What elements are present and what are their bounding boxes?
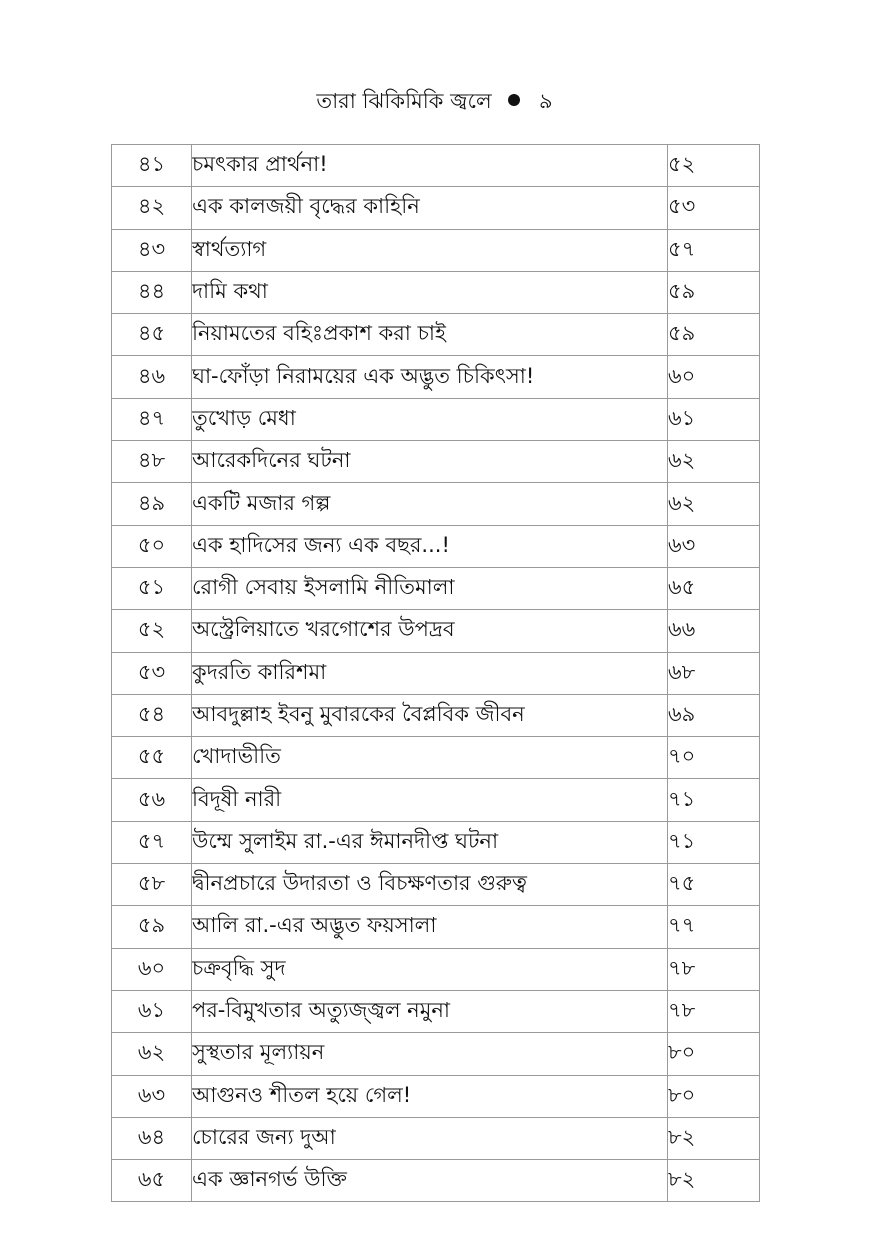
table-row (112, 145, 760, 187)
chapter-page: ৭৮ (668, 990, 760, 1032)
chapter-title: ঘা-ফোঁড়া নিরাময়ের এক অদ্ভুত চিকিৎসা! (192, 356, 668, 398)
chapter-number: ৪৮ (112, 441, 192, 483)
chapter-number: ৪৭ (112, 398, 192, 440)
chapter-page: ৬৮ (668, 652, 760, 694)
chapter-page: ৬৩ (668, 525, 760, 567)
chapter-number: ৬৪ (112, 1117, 192, 1159)
table-row (112, 314, 760, 356)
chapter-page: ৫৯ (668, 271, 760, 313)
chapter-title: কুদরতি কারিশমা (192, 652, 668, 694)
chapter-page: ৫২ (668, 145, 760, 187)
chapter-title: আবদুল্লাহ ইবনু মুবারকের বৈপ্লবিক জীবন (192, 694, 668, 736)
chapter-number: ৬১ (112, 990, 192, 1032)
chapter-number: ৫৯ (112, 906, 192, 948)
chapter-number: ৫১ (112, 567, 192, 609)
chapter-page: ৭১ (668, 779, 760, 821)
chapter-title: আলি রা.-এর অদ্ভুত ফয়সালা (192, 906, 668, 948)
table-row (112, 821, 760, 863)
table-row (112, 356, 760, 398)
chapter-page: ৬৯ (668, 694, 760, 736)
chapter-number: ৪৯ (112, 483, 192, 525)
chapter-page: ৮২ (668, 1117, 760, 1159)
chapter-page: ৬২ (668, 483, 760, 525)
chapter-page: ৭৫ (668, 864, 760, 906)
chapter-title: চোরের জন্য দুআ (192, 1117, 668, 1159)
table-row (112, 229, 760, 271)
chapter-number: ৪৬ (112, 356, 192, 398)
chapter-number: ৫০ (112, 525, 192, 567)
chapter-number: ৪৪ (112, 271, 192, 313)
chapter-title: আগুনও শীতল হয়ে গেল! (192, 1075, 668, 1117)
chapter-number: ৫৬ (112, 779, 192, 821)
chapter-number: ৫২ (112, 610, 192, 652)
chapter-number: ৬৩ (112, 1075, 192, 1117)
table-of-contents (111, 144, 760, 1202)
chapter-number: ৪১ (112, 145, 192, 187)
table-row (112, 483, 760, 525)
table-row (112, 864, 760, 906)
chapter-number: ৬০ (112, 948, 192, 990)
chapter-page: ৫৯ (668, 314, 760, 356)
table-row (112, 610, 760, 652)
chapter-title: আরেকদিনের ঘটনা (192, 441, 668, 483)
table-row (112, 1117, 760, 1159)
table-row (112, 779, 760, 821)
chapter-title: উম্মে সুলাইম রা.-এর ঈমানদীপ্ত ঘটনা (192, 821, 668, 863)
chapter-title: অস্ট্রেলিয়াতে খরগোশের উপদ্রব (192, 610, 668, 652)
chapter-title: একটি মজার গল্প (192, 483, 668, 525)
chapter-page: ৮০ (668, 1033, 760, 1075)
chapter-page: ৬২ (668, 441, 760, 483)
table-row (112, 271, 760, 313)
chapter-number: ৫৭ (112, 821, 192, 863)
table-row (112, 737, 760, 779)
table-row (112, 398, 760, 440)
chapter-title: নিয়ামতের বহিঃপ্রকাশ করা চাই (192, 314, 668, 356)
chapter-number: ৫৮ (112, 864, 192, 906)
table-row (112, 567, 760, 609)
chapter-title: চমৎকার প্রার্থনা! (192, 145, 668, 187)
table-row (112, 441, 760, 483)
chapter-page: ৭৭ (668, 906, 760, 948)
chapter-title: খোদাভীতি (192, 737, 668, 779)
chapter-number: ৫৩ (112, 652, 192, 694)
table-row (112, 525, 760, 567)
chapter-title: পর-বিমুখতার অত্যুজ্জ্বল নমুনা (192, 990, 668, 1032)
chapter-page: ৫৩ (668, 187, 760, 229)
table-row (112, 694, 760, 736)
chapter-number: ৪২ (112, 187, 192, 229)
chapter-title: তুখোড় মেধা (192, 398, 668, 440)
chapter-title: বিদূষী নারী (192, 779, 668, 821)
bullet-separator (508, 94, 520, 106)
chapter-number: ৬৫ (112, 1160, 192, 1202)
chapter-title: সুস্থতার মূল্যায়ন (192, 1033, 668, 1075)
page-header (0, 86, 869, 116)
chapter-title: এক জ্ঞানগর্ভ উক্তি (192, 1160, 668, 1202)
chapter-title: এক কালজয়ী বৃদ্ধের কাহিনি (192, 187, 668, 229)
table-row (112, 948, 760, 990)
table-row (112, 187, 760, 229)
table-row (112, 652, 760, 694)
table-row (112, 1033, 760, 1075)
chapter-title: চক্রবৃদ্ধি সুদ (192, 948, 668, 990)
chapter-page: ৬৬ (668, 610, 760, 652)
chapter-page: ৮০ (668, 1075, 760, 1117)
chapter-number: ৫৫ (112, 737, 192, 779)
chapter-title: স্বার্থত্যাগ (192, 229, 668, 271)
book-title: তারা ঝিকিমিকি জ্বলে (316, 89, 492, 113)
chapter-page: ৬১ (668, 398, 760, 440)
page-number: ৯ (539, 89, 553, 113)
toc-body (112, 145, 760, 1202)
chapter-page: ৫৭ (668, 229, 760, 271)
chapter-title: দ্বীনপ্রচারে উদারতা ও বিচক্ষণতার গুরুত্ব (192, 864, 668, 906)
chapter-title: এক হাদিসের জন্য এক বছর...! (192, 525, 668, 567)
table-row (112, 1075, 760, 1117)
chapter-page: ৭১ (668, 821, 760, 863)
chapter-number: ৫৪ (112, 694, 192, 736)
chapter-number: ৪৩ (112, 229, 192, 271)
chapter-number: ৪৫ (112, 314, 192, 356)
table-row (112, 906, 760, 948)
chapter-page: ৮২ (668, 1160, 760, 1202)
chapter-number: ৬২ (112, 1033, 192, 1075)
table-row (112, 990, 760, 1032)
chapter-page: ৭৮ (668, 948, 760, 990)
chapter-page: ৬৫ (668, 567, 760, 609)
table-row (112, 1160, 760, 1202)
chapter-title: রোগী সেবায় ইসলামি নীতিমালা (192, 567, 668, 609)
chapter-page: ৬০ (668, 356, 760, 398)
chapter-page: ৭০ (668, 737, 760, 779)
chapter-title: দামি কথা (192, 271, 668, 313)
